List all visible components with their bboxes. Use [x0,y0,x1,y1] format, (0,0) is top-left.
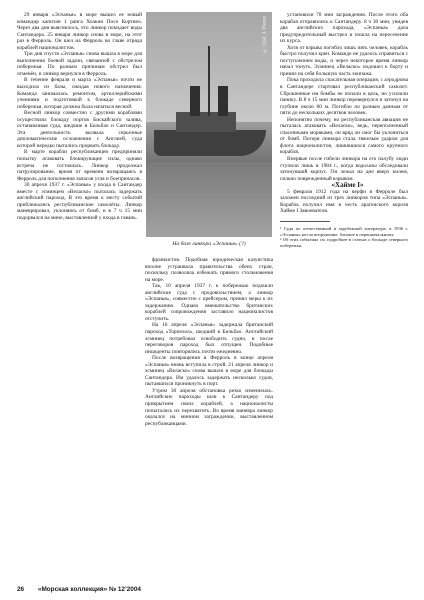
paragraph: В марте корабли республиканцев предприняли попытку атаковать блокирующие силы, однако встреча не состоялась. Линкор продолжал патрулирование, время от времени возвращаясь в Ферроль для пополнения запасов угля и боеприпасов. [17,149,142,182]
paragraph: 30 апреля 1937 г. «Эспанья» у входа в Сантандер вместе с эсминцем «Веласко» пыталась задержать английский пароход. В это время к месту событий приближались республиканские самолёты. Линкор маневрировал, уклоняясь от бомб, и в 7 ч 15 мин подорвался на мине, выставленной у входа в гавань. [17,182,142,221]
paragraph: После возвращения в Ферроль в конце апреля «Эспанья» вновь вступила в строй. 21 апреля линкор и эсминец «Веласко» снова вышли в море для блокады Сантандера. Им удалось задержать несколько судов, пытавшихся проникнуть в порт. [145,355,273,388]
paragraph: Хотя от взрыва погибло лишь пять человек, корабль быстро получил крен. Команде не удалось справиться с поступлением воды, и через некоторое время линкор начал тонуть. Эсминец «Веласко» подошел к борту и принял на себя большую часть экипажа. [280,44,408,77]
paragraph: Впервые после гибели линкора на его палубу люди ступили лишь в 1984 г., когда водолазы обследовали затонувший корпус. Он лежал на дне вверх килем, сильно поврежденный взрывом. [280,156,408,182]
text-column-left [17,12,142,583]
paragraph: 29 января «Эспанья» в море вышел ее новый командир капитан 1 ранга Хоакин Посе Кортнео. Через два дня выяснилось, что линкор покидает воды Сантандера. 25 января линкор снова в море, на этот раз в Ферроль. Он шел на Ферроль во главе отряда кораблей националистов. [17,12,142,51]
footnote: ² Об этих событиях см. подробнее в статьях о блокаде северного побережья. [280,237,408,248]
paragraph: Утром 30 апреля обстановка резко изменилась. Английские пароходы шли к Сантандеру под прикрытием своих кораблей, а националисты попытались их перехватить. Во время маневра линкор оказался на минном заграждении, выставленном республиканцами. [145,387,273,427]
footnote: ¹ Судя по отечественной и зарубежной литературе, в 1936 г. «Эспанья» несла вооружение, близкое к первоначальному. [280,225,408,237]
paragraph: установили 70 мин заграждения. После этого оба корабля отправились к Сантандеру. 8 ч 30 мин, увидев два английских парохода, «Эспанья» дала предупредительный выстрел и пошла на пересечение их курса. [280,12,408,45]
page-number: 26 [17,586,25,593]
paragraph: На 16 апреля «Эспанья» задержала британский пароход «Торпехол», шедший в Бильбао. Английский эсминец потребовал освободить судно, и после переговоров пароход был отпущен. Подобные инциденты повторялись почти ежедневно. [145,322,273,355]
ship-funnel [218,86,228,116]
paragraph: В течение февраля и марта «Эспанья» почти не выходила из базы, ожидая нового назначения. Команда занималась ремонтом, артиллерийскими учениями и подготовкой к блокаде северного побережья, которая должна была начаться весной. [17,77,142,110]
section-heading: «Хайме I» [331,181,364,190]
journal-title: «Морская коллекция» № 12’2004 [37,586,141,593]
photo-water [146,162,272,237]
ship-hull [154,130,266,156]
page-footer [17,586,408,593]
paragraph: Так, 10 апреля 1937 г. к побережью подошли английские суда с продовольствием, а линкор «Эспанья», совместно с крейсером, принял меры к их задержанию. Однако вмешательство британских кораблей сопровождения заставило националистов отступить. [145,283,273,322]
paragraph: франкистов. Подобная юридическая казуистика вполне устраивала правительства обеих стран, поскольку позволяла избежать прямого столкновения на море. [145,257,273,283]
photo-credit: © Coll. J. Perez [262,16,268,54]
paragraph: Непонятно почему, но республиканская авиация не пыталась атаковать «Веласко», ведь, переполненный спасенными моряками, он вряд ли смог бы уклониться от бомб. Потеря линкора стала тяжелым ударом для флота националистов, лишившихся самого крупного корабля. [280,116,408,156]
paragraph: Весной линкор совместно с другими кораблями осуществлял блокаду портов Бискайского залива, останавливая суда, шедшие в Бильбао и Сантандер. Эта деятельность вызвала серьезные дипломатические осложнения с Англией, суда которой нередко пытались прорвать блокаду. [17,110,142,149]
ship-mast [208,46,210,116]
paragraph: 5 февраля 1912 года на верфи в Ферроле был заложен последний из трех линкоров типа «Эспанья». Корабль получил имя в честь арагонского короля Хайме I Завоевателя. [280,188,408,215]
text-column-middle [145,257,273,583]
paragraph: Пока проходила спасательная операция, с аэродрома в Сантандере стартовал республиканский самолет. Сброшенные им бомбы не попали в цель, но усилили панику. В 8 ч 15 мин линкор перевернулся и затонул на глубине около 60 м. Погибло по разным данным от пяти до нескольких десятков человек. [280,77,408,117]
ship-funnel [190,86,200,116]
photo-caption: На базе линкора «Эспанья» (?) [172,241,246,247]
paragraph: Три дня спустя «Эспанья» снова вышла в море для выполнения боевой задачи, связанной с обстрелом побережья. По разным причинам обстрел был отменён, и линкор вернулся в Ферроль. [17,51,142,77]
ship-photo [146,12,272,237]
text-column-right [280,12,408,583]
footnote-divider [280,221,330,222]
